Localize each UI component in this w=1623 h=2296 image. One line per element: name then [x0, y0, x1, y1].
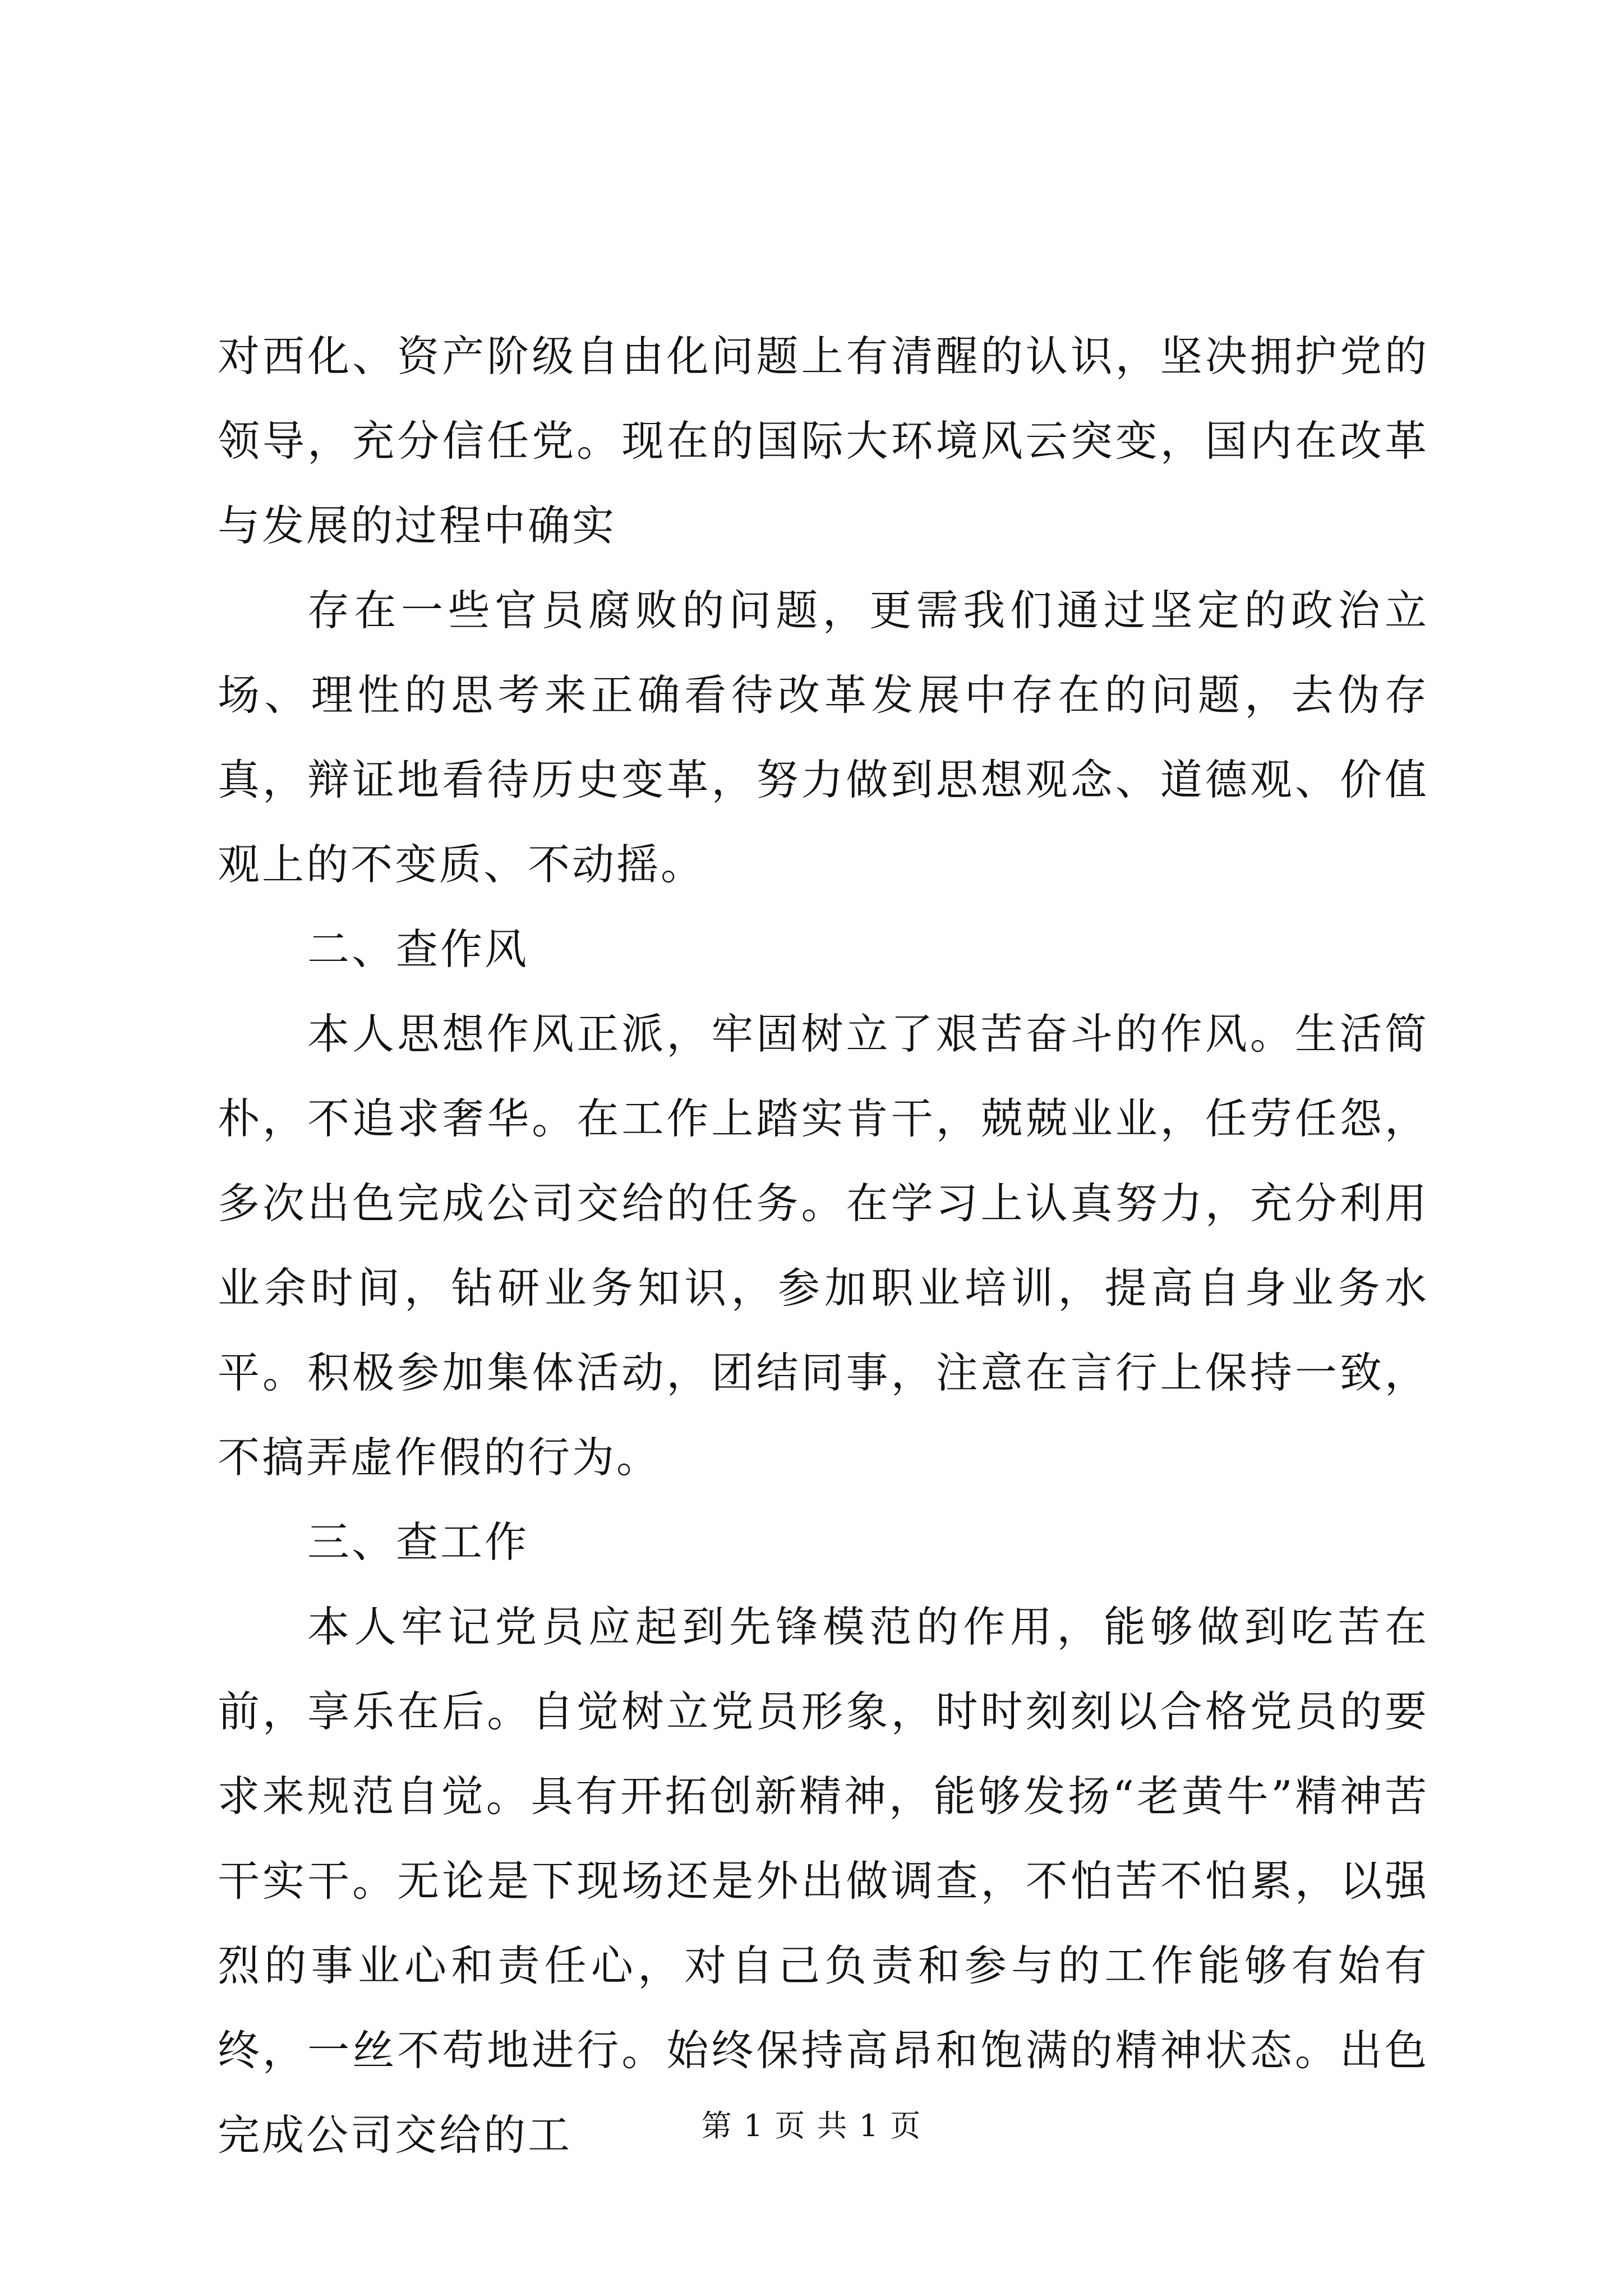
paragraph-3: 本人思想作风正派，牢固树立了艰苦奋斗的作风。生活简朴，不追求奢华。在工作上踏实肯干，兢兢业业，任劳任怨，多次出色完成公司交给的任务。在学习上认真努力，充分利用业余时间，钻研业务知识，参加职业培训，提高自身业务水平。积极参加集体活动，团结同事，注意在言行上保持一致，不搞弄虚作假的行为。	[218, 1009, 1429, 1482]
document-body	[218, 314, 1429, 2178]
page-footer: 第 1 页 共 1 页	[701, 2108, 922, 2143]
paragraph-4: 本人牢记党员应起到先锋模范的作用，能够做到吃苦在前，享乐在后。自觉树立党员形象，时时刻刻以合格党员的要求来规范自觉。具有开拓创新精神，能够发扬“老黄牛”精神苦干实干。无论是下现场还是外出做调查，不怕苦不怕累，以强烈的事业心和责任心，对自己负责和参与的工作能够有始有终，一丝不苟地进行。始终保持高昂和饱满的精神状态。出色完成公司交给的工	[218, 1602, 1429, 2160]
section-heading-work: 三、查工作	[307, 1517, 529, 1567]
paragraph-2: 存在一些官员腐败的问题，更需我们通过坚定的政治立场、理性的思考来正确看待改革发展中存在的问题，去伪存真，辩证地看待历史变革，努力做到思想观念、道德观、价值观上的不变质、不动摇。	[218, 586, 1429, 889]
section-heading-work-style: 二、查作风	[307, 924, 529, 974]
paragraph-1: 对西化、资产阶级自由化问题上有清醒的认识，坚决拥护党的领导，充分信任党。现在的国际大环境风云突变，国内在改革与发展的过程中确实	[218, 332, 1429, 550]
